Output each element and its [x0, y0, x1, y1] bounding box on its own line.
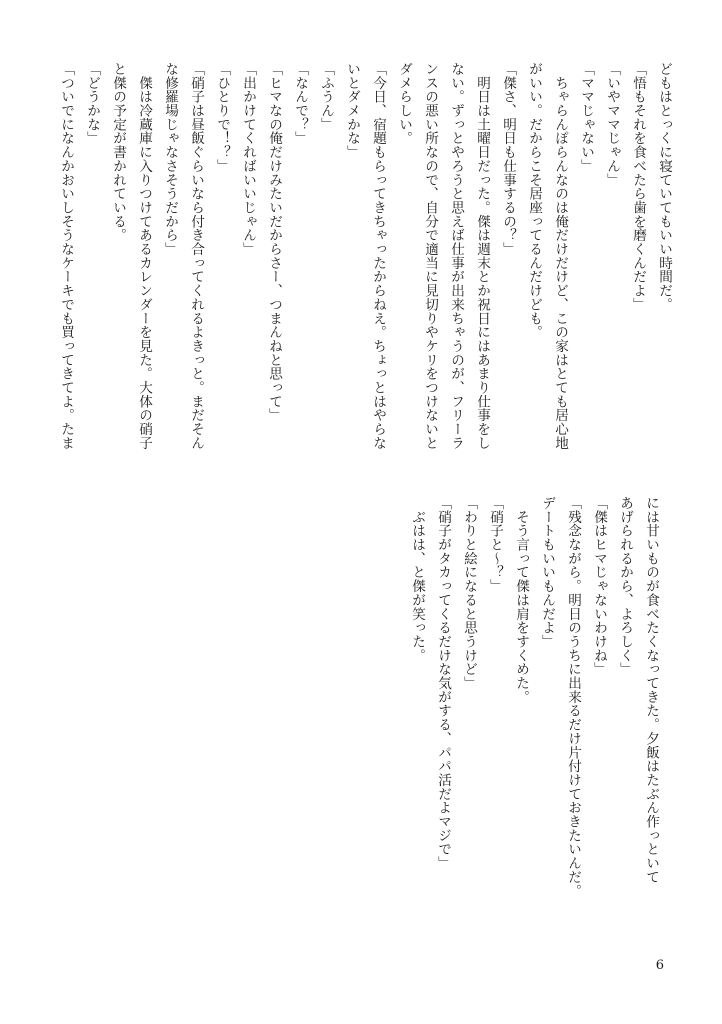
text-line: と傑の予定が書かれている。: [110, 62, 126, 243]
text-line: そう言って傑は肩をすくめた。: [513, 496, 529, 704]
text-line: には甘いものが食べたくなってきた。夕飯はたぶん作っといて: [643, 496, 659, 884]
text-line: 「どうかな」: [84, 62, 100, 146]
text-line: 「悟もそれを食べたら歯を磨くんだよ」: [630, 62, 646, 312]
text-line: 「残念ながら。明日のうちに出来るだけ片付けておきたいんだ。: [565, 496, 581, 898]
text-line: 「硝子は昼飯ぐらいなら付き合ってくれるよきっと。まだそん: [188, 62, 204, 450]
text-line: 「ふうん」: [318, 62, 334, 132]
text-line: 「硝子と〜？」: [487, 496, 503, 593]
text-line: な修羅場じゃなさそうだから」: [162, 62, 178, 256]
text-line: 「わりと絵になると思うけど」: [461, 496, 477, 690]
text-line: どもはとっくに寝ていてもいい時間だ。: [656, 62, 672, 312]
text-line: 「ひとりで！？」: [214, 62, 230, 173]
text-line: 「なんで？」: [292, 62, 308, 146]
text-line: 「ついでになんかおいしそうなケーキでも買ってきてよ。たま: [58, 62, 74, 450]
text-line: いとダメかな」: [344, 62, 360, 159]
text-line: ない。ずっとやろうと思えば仕事が出来ちゃうのが、フリーラ: [448, 62, 464, 450]
text-line: ちゃらんぽらんなのは俺だけだけど、この家はとても居心地: [552, 62, 568, 450]
text-line: ぶはは、と傑が笑った。: [409, 496, 425, 663]
text-line: 「いやママじゃん」: [604, 62, 620, 187]
text-line: デートもいいもんだよ」: [539, 496, 555, 649]
text-line: あげられるから、よろしく」: [617, 496, 633, 677]
text-line: 傑は冷蔵庫に入りつけてあるカレンダーを見た。大体の硝子: [136, 62, 152, 450]
text-line: 「ママじゃない」: [578, 62, 594, 173]
text-line: 「傑はヒマじゃないわけね」: [591, 496, 607, 677]
text-line: 「出かけてくればいいじゃん」: [240, 62, 256, 256]
upper-text-block: [53, 62, 677, 482]
text-line: 「ヒマなの俺だけみたいだからさー、つまんねと思って」: [266, 62, 282, 423]
text-line: ンスの悪い所なので、自分で適当に見切りやケリをつけないと: [422, 62, 438, 450]
text-line: 「今日、宿題もらってきちゃったからねえ。ちょっとはやらな: [370, 62, 386, 450]
text-line: 「傑さ、明日も仕事するの？」: [500, 62, 516, 256]
text-line: 「硝子がタカってくるだけな気がする、パパ活だよマジで」: [435, 496, 451, 870]
lower-text-block: [404, 496, 664, 916]
text-line: がいい。だからこそ居座ってるんだけども。: [526, 62, 542, 339]
text-line: ダメらしい。: [396, 62, 412, 146]
text-line: 明日は土曜日だった。傑は週末とか祝日にはあまり仕事をし: [474, 62, 490, 450]
page-number: 6: [655, 958, 664, 973]
